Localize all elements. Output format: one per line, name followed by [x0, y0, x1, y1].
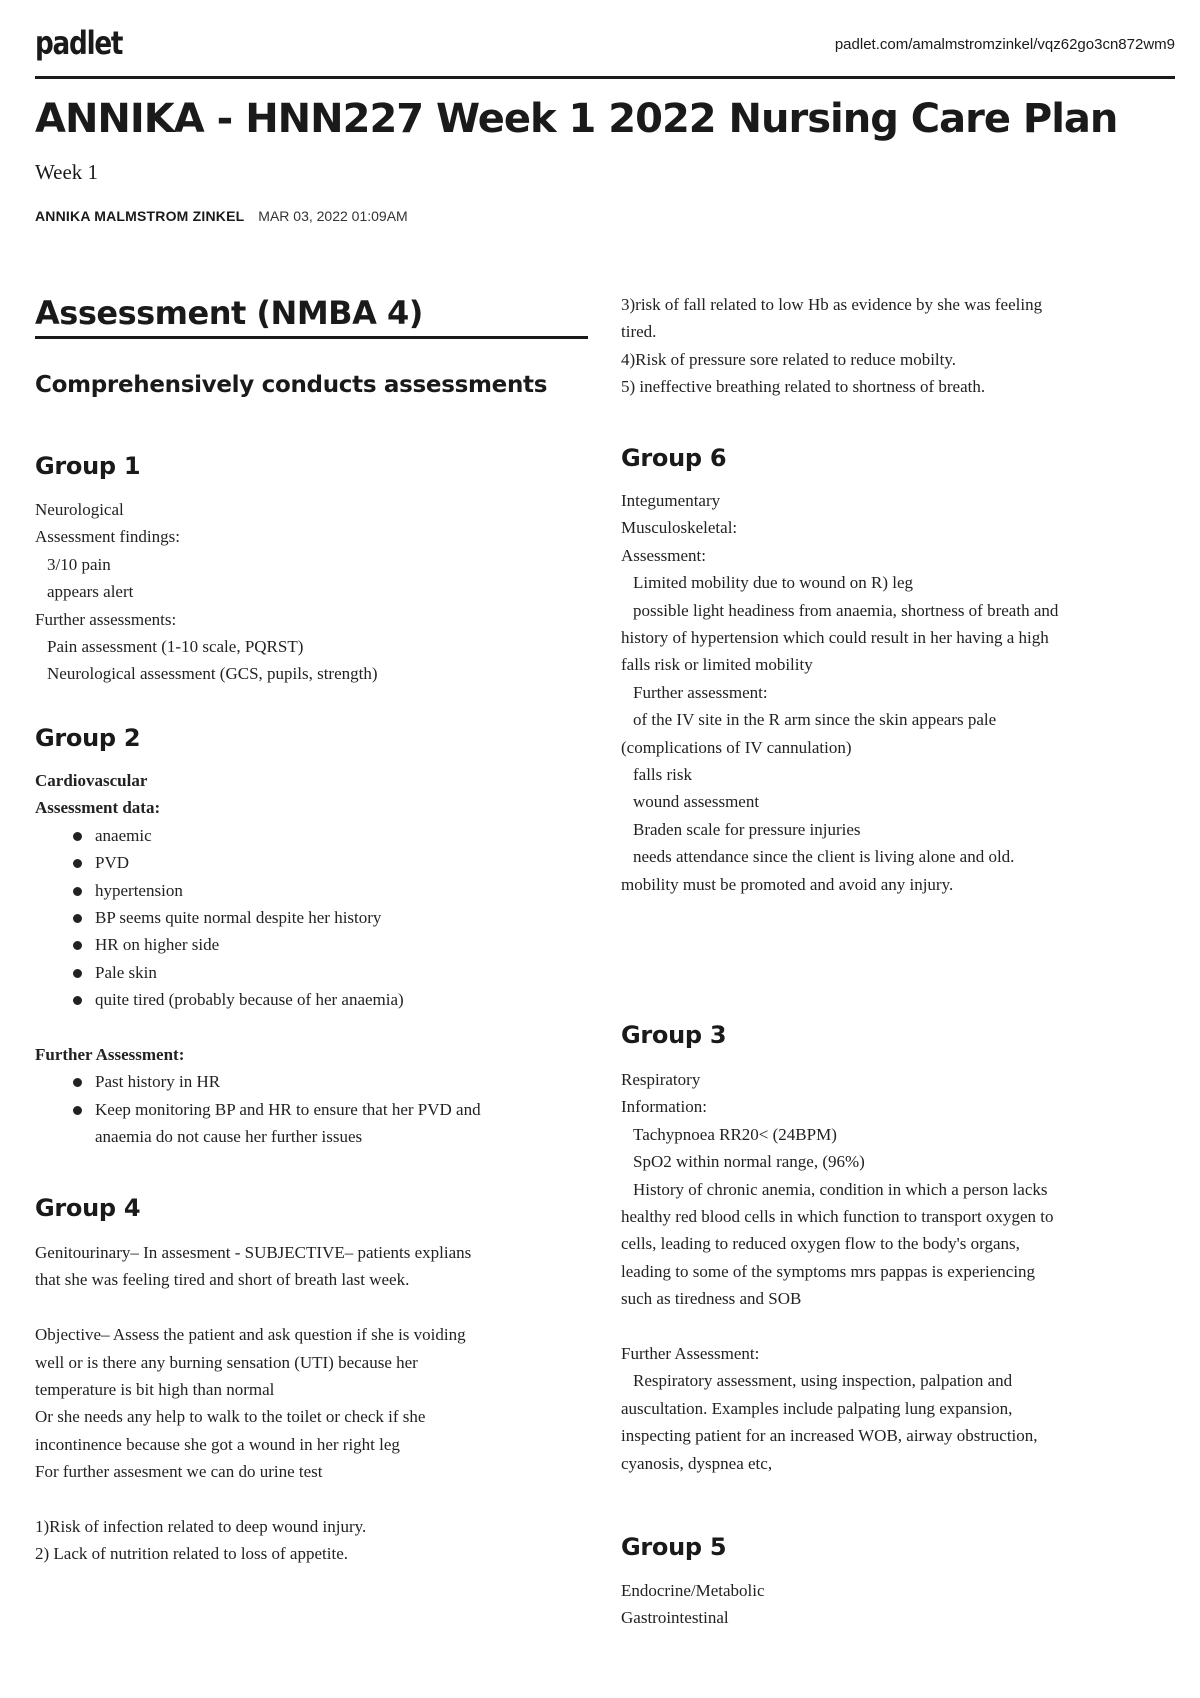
list-item: anaemic [35, 822, 481, 849]
post-date: MAR 03, 2022 01:09AM [258, 208, 408, 224]
text-line: For further assesment we can do urine test [35, 1462, 323, 1482]
text-line: Assessment: [621, 545, 706, 565]
text-line: well or is there any burning sensation (UTI) because her [35, 1352, 418, 1372]
text-line: 2) Lack of nutrition related to loss of appetite. [35, 1544, 348, 1564]
text-line: 3)risk of fall related to low Hb as evidence by she was feeling [621, 295, 1043, 314]
list-item: hypertension [35, 877, 481, 904]
text-heading: Further Assessment: [35, 1045, 185, 1065]
text-line: (complications of IV cannulation) [621, 737, 852, 757]
text-line: 3/10 pain [47, 554, 111, 574]
text-line: appears alert [47, 582, 134, 602]
text-line: of the IV site in the R arm since the skin appears pale [633, 710, 997, 730]
group-6-title: Group 6 [621, 444, 727, 472]
text-line: Respiratory assessment, using inspection, palpation and [633, 1371, 1013, 1391]
text-line: temperature is bit high than normal [35, 1380, 275, 1400]
text-line: 4)Risk of pressure sore related to reduce mobilty. [621, 349, 957, 369]
text-heading: Assessment data: [35, 798, 161, 818]
page-title: ANNIKA - HNN227 Week 1 2022 Nursing Care Plan [35, 96, 1118, 142]
group-2-content [35, 767, 481, 1151]
text-line: wound assessment [633, 792, 760, 812]
text-line: Or she needs any help to walk to the toilet or check if she [35, 1407, 426, 1427]
group-1-content [35, 496, 378, 688]
assessment-data-list [35, 822, 481, 1014]
text-line: Gastrointestinal [621, 1608, 729, 1628]
list-item: BP seems quite normal despite her history [35, 904, 481, 931]
text-line: Neurological assessment (GCS, pupils, strength) [47, 664, 378, 684]
text-line: auscultation. Examples include palpating lung expansion, [621, 1398, 1013, 1418]
group-4-continued [621, 291, 1042, 401]
text-line: Neurological [35, 500, 124, 519]
list-item: quite tired (probably because of her anaemia) [35, 986, 481, 1013]
group-4-content [35, 1239, 471, 1568]
list-item: HR on higher side [35, 931, 481, 958]
text-line: 1)Risk of infection related to deep wound injury. [35, 1517, 367, 1537]
group-5-title: Group 5 [621, 1533, 727, 1561]
text-line: history of hypertension which could result in her having a high [621, 628, 1049, 648]
text-line: mobility must be promoted and avoid any injury. [621, 874, 954, 894]
group-2-title: Group 2 [35, 724, 141, 752]
text-line: cells, leading to reduced oxygen flow to the body's organs, [621, 1234, 1020, 1254]
text-line: Integumentary [621, 491, 721, 510]
text-line: 5) ineffective breathing related to shortness of breath. [621, 377, 986, 397]
group-1-title: Group 1 [35, 452, 141, 480]
text-line: such as tiredness and SOB [621, 1289, 802, 1309]
text-line: Further assessments: [35, 609, 177, 629]
text-line: SpO2 within normal range, (96%) [633, 1152, 865, 1172]
page-url[interactable]: padlet.com/amalmstromzinkel/vqz62go3cn872wm9 [834, 36, 1175, 53]
text-line: Further Assessment: [621, 1344, 760, 1364]
author-name: ANNIKA MALMSTROM ZINKEL [35, 208, 245, 224]
group-3-content [621, 1066, 1053, 1477]
page-header [35, 22, 1175, 79]
text-line: falls risk or limited mobility [621, 655, 813, 675]
group-6-content [621, 487, 1058, 898]
list-item: PVD [35, 849, 481, 876]
text-line: leading to some of the symptoms mrs pappas is experiencing [621, 1261, 1036, 1281]
group-5-content [621, 1577, 765, 1632]
text-line: Genitourinary– In assesment - SUBJECTIVE– patients explians [35, 1243, 472, 1262]
text-line: Braden scale for pressure injuries [633, 819, 861, 839]
list-item [35, 1096, 481, 1151]
text-line: History of chronic anemia, condition in which a person lacks [633, 1179, 1048, 1199]
text-line: Information: [621, 1097, 707, 1117]
text-line: tired. [621, 322, 657, 342]
text-line: healthy red blood cells in which function to transport oxygen to [621, 1207, 1054, 1227]
list-item: Past history in HR [35, 1068, 481, 1095]
byline [35, 208, 408, 224]
text-line: Objective– Assess the patient and ask question if she is voiding [35, 1325, 466, 1345]
text-line: cyanosis, dyspnea etc, [621, 1453, 773, 1473]
further-assessment-list [35, 1068, 481, 1150]
text-line: Assessment findings: [35, 527, 180, 547]
section-title: Assessment (NMBA 4) [35, 294, 423, 332]
text-line: Tachypnoea RR20< (24BPM) [633, 1124, 837, 1144]
text-line: Further assessment: [633, 682, 768, 702]
text-line: incontinence because she got a wound in her right leg [35, 1434, 400, 1454]
text-line: falls risk [633, 765, 693, 785]
text-line: Pain assessment (1-10 scale, PQRST) [47, 637, 304, 657]
text-line: inspecting patient for an increased WOB, airway obstruction, [621, 1426, 1038, 1446]
list-item: Pale skin [35, 959, 481, 986]
page-subtitle: Week 1 [35, 160, 99, 184]
text-line: Endocrine/Metabolic [621, 1581, 765, 1600]
text-heading: Cardiovascular [35, 771, 148, 790]
text-line: Musculoskeletal: [621, 518, 738, 538]
list-item-line: Keep monitoring BP and HR to ensure that her PVD and [95, 1099, 481, 1119]
section-subtitle: Comprehensively conducts assessments [35, 372, 548, 398]
list-item-line: anaemia do not cause her further issues [95, 1127, 363, 1147]
text-line: possible light headiness from anaemia, shortness of breath and [633, 600, 1059, 620]
text-line: Limited mobility due to wound on R) leg [633, 573, 914, 593]
text-line: that she was feeling tired and short of breath last week. [35, 1270, 410, 1290]
group-4-title: Group 4 [35, 1194, 141, 1222]
section-divider [35, 336, 588, 339]
text-line: Respiratory [621, 1070, 701, 1089]
padlet-logo[interactable]: padlet [35, 24, 123, 62]
text-line: needs attendance since the client is living alone and old. [633, 847, 1015, 867]
group-3-title: Group 3 [621, 1021, 727, 1049]
